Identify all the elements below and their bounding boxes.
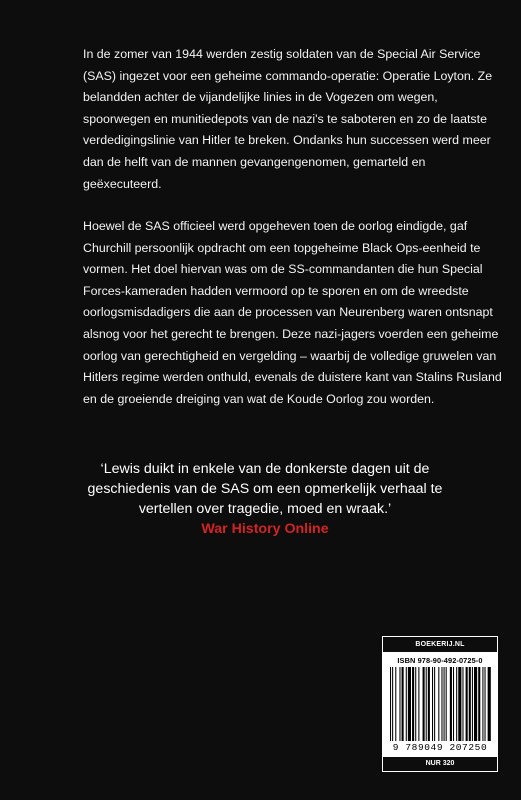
barcode-bar (444, 667, 445, 741)
isbn-label: ISBN 978-90-492-0725-0 (397, 656, 483, 665)
barcode-bars (388, 667, 492, 741)
blurb-paragraph-2: Hoewel de SAS officieel werd opgeheven toen de oorlog eindigde, gaf Churchill persoonlijk opdracht om een topgeheime Black Ops-eenheid te vormen. Het doel hiervan was om de SS-commandanten die hun Special Forces-kameraden hadden vermoord op te sporen en om de wreedste oorlogsmisdadigers die aan de processen van Neurenberg waren ontsnapt alsnog voor het gerecht te brengen. Deze nazi-jagers voerden een geheime oorlog van gerechtigheid en vergelding – waarbij de volledige gruwelen van Hitlers regime werden onthuld, evenals de duistere kant van Stalins Rusland en de groeiende dreiging van wat de Koude Oorlog zou worden. (83, 219, 502, 406)
barcode-bar (423, 667, 425, 741)
barcode-bar (438, 667, 439, 741)
barcode-block (382, 636, 498, 772)
barcode-bar (478, 667, 480, 741)
barcode-bar (456, 667, 457, 741)
barcode-bar (458, 667, 461, 741)
barcode-bar (485, 667, 486, 741)
barcode-bar (441, 667, 442, 741)
barcode-bar (453, 667, 454, 741)
barcode-bar (402, 667, 404, 741)
publisher-label: BOEKERIJ.NL (382, 636, 498, 653)
barcode-bar (450, 667, 452, 741)
barcode-bar (399, 667, 400, 741)
barcode-bar (412, 667, 414, 741)
quote-text: ‘Lewis duikt in enkele van de donkerste dagen uit de geschiedenis van de SAS om een opmerkelijk verhaal te vertellen over tragedie, moed en wraak.’ (87, 461, 443, 517)
barcode-bar (408, 667, 411, 741)
barcode-bar (432, 667, 433, 741)
barcode-bar (392, 667, 393, 741)
quote-source: War History Online (201, 521, 329, 537)
barcode-bar (446, 667, 447, 741)
barcode-bar (415, 667, 416, 741)
barcode-bar (426, 667, 427, 741)
blurb-paragraph-1: In de zomer van 1944 werden zestig soldaten van de Special Air Service (SAS) ingezet voor een geheime commando-operatie: Operatie Loyton. Ze belandden achter de vijandelijke linies in de Vogezen om wegen, spoorwegen en munitiedepots van de nazi's te saboteren en zo de laatste verdedigingslinie van Hitler te breken. Ondanks hun successen werd meer dan de helft van de mannen gevangengenomen, gemarteld en geëxecuteerd. (83, 47, 493, 191)
barcode-bar (488, 667, 491, 741)
barcode-bar (482, 667, 483, 741)
nur-label: NUR 320 (382, 756, 498, 772)
barcode-digits: 9 789049 207250 (392, 742, 488, 753)
barcode-bar (474, 667, 477, 741)
barcode-bar (406, 667, 407, 741)
barcode-bar (469, 667, 471, 741)
barcode-bar (462, 667, 463, 741)
barcode-bar (390, 667, 391, 741)
barcode-bar (395, 667, 396, 741)
barcode-bar (428, 667, 430, 741)
barcode-bar (418, 667, 419, 741)
review-quote (70, 459, 460, 539)
barcode-bar (472, 667, 473, 741)
barcode-bar (434, 667, 435, 741)
barcode-bar (466, 667, 468, 741)
